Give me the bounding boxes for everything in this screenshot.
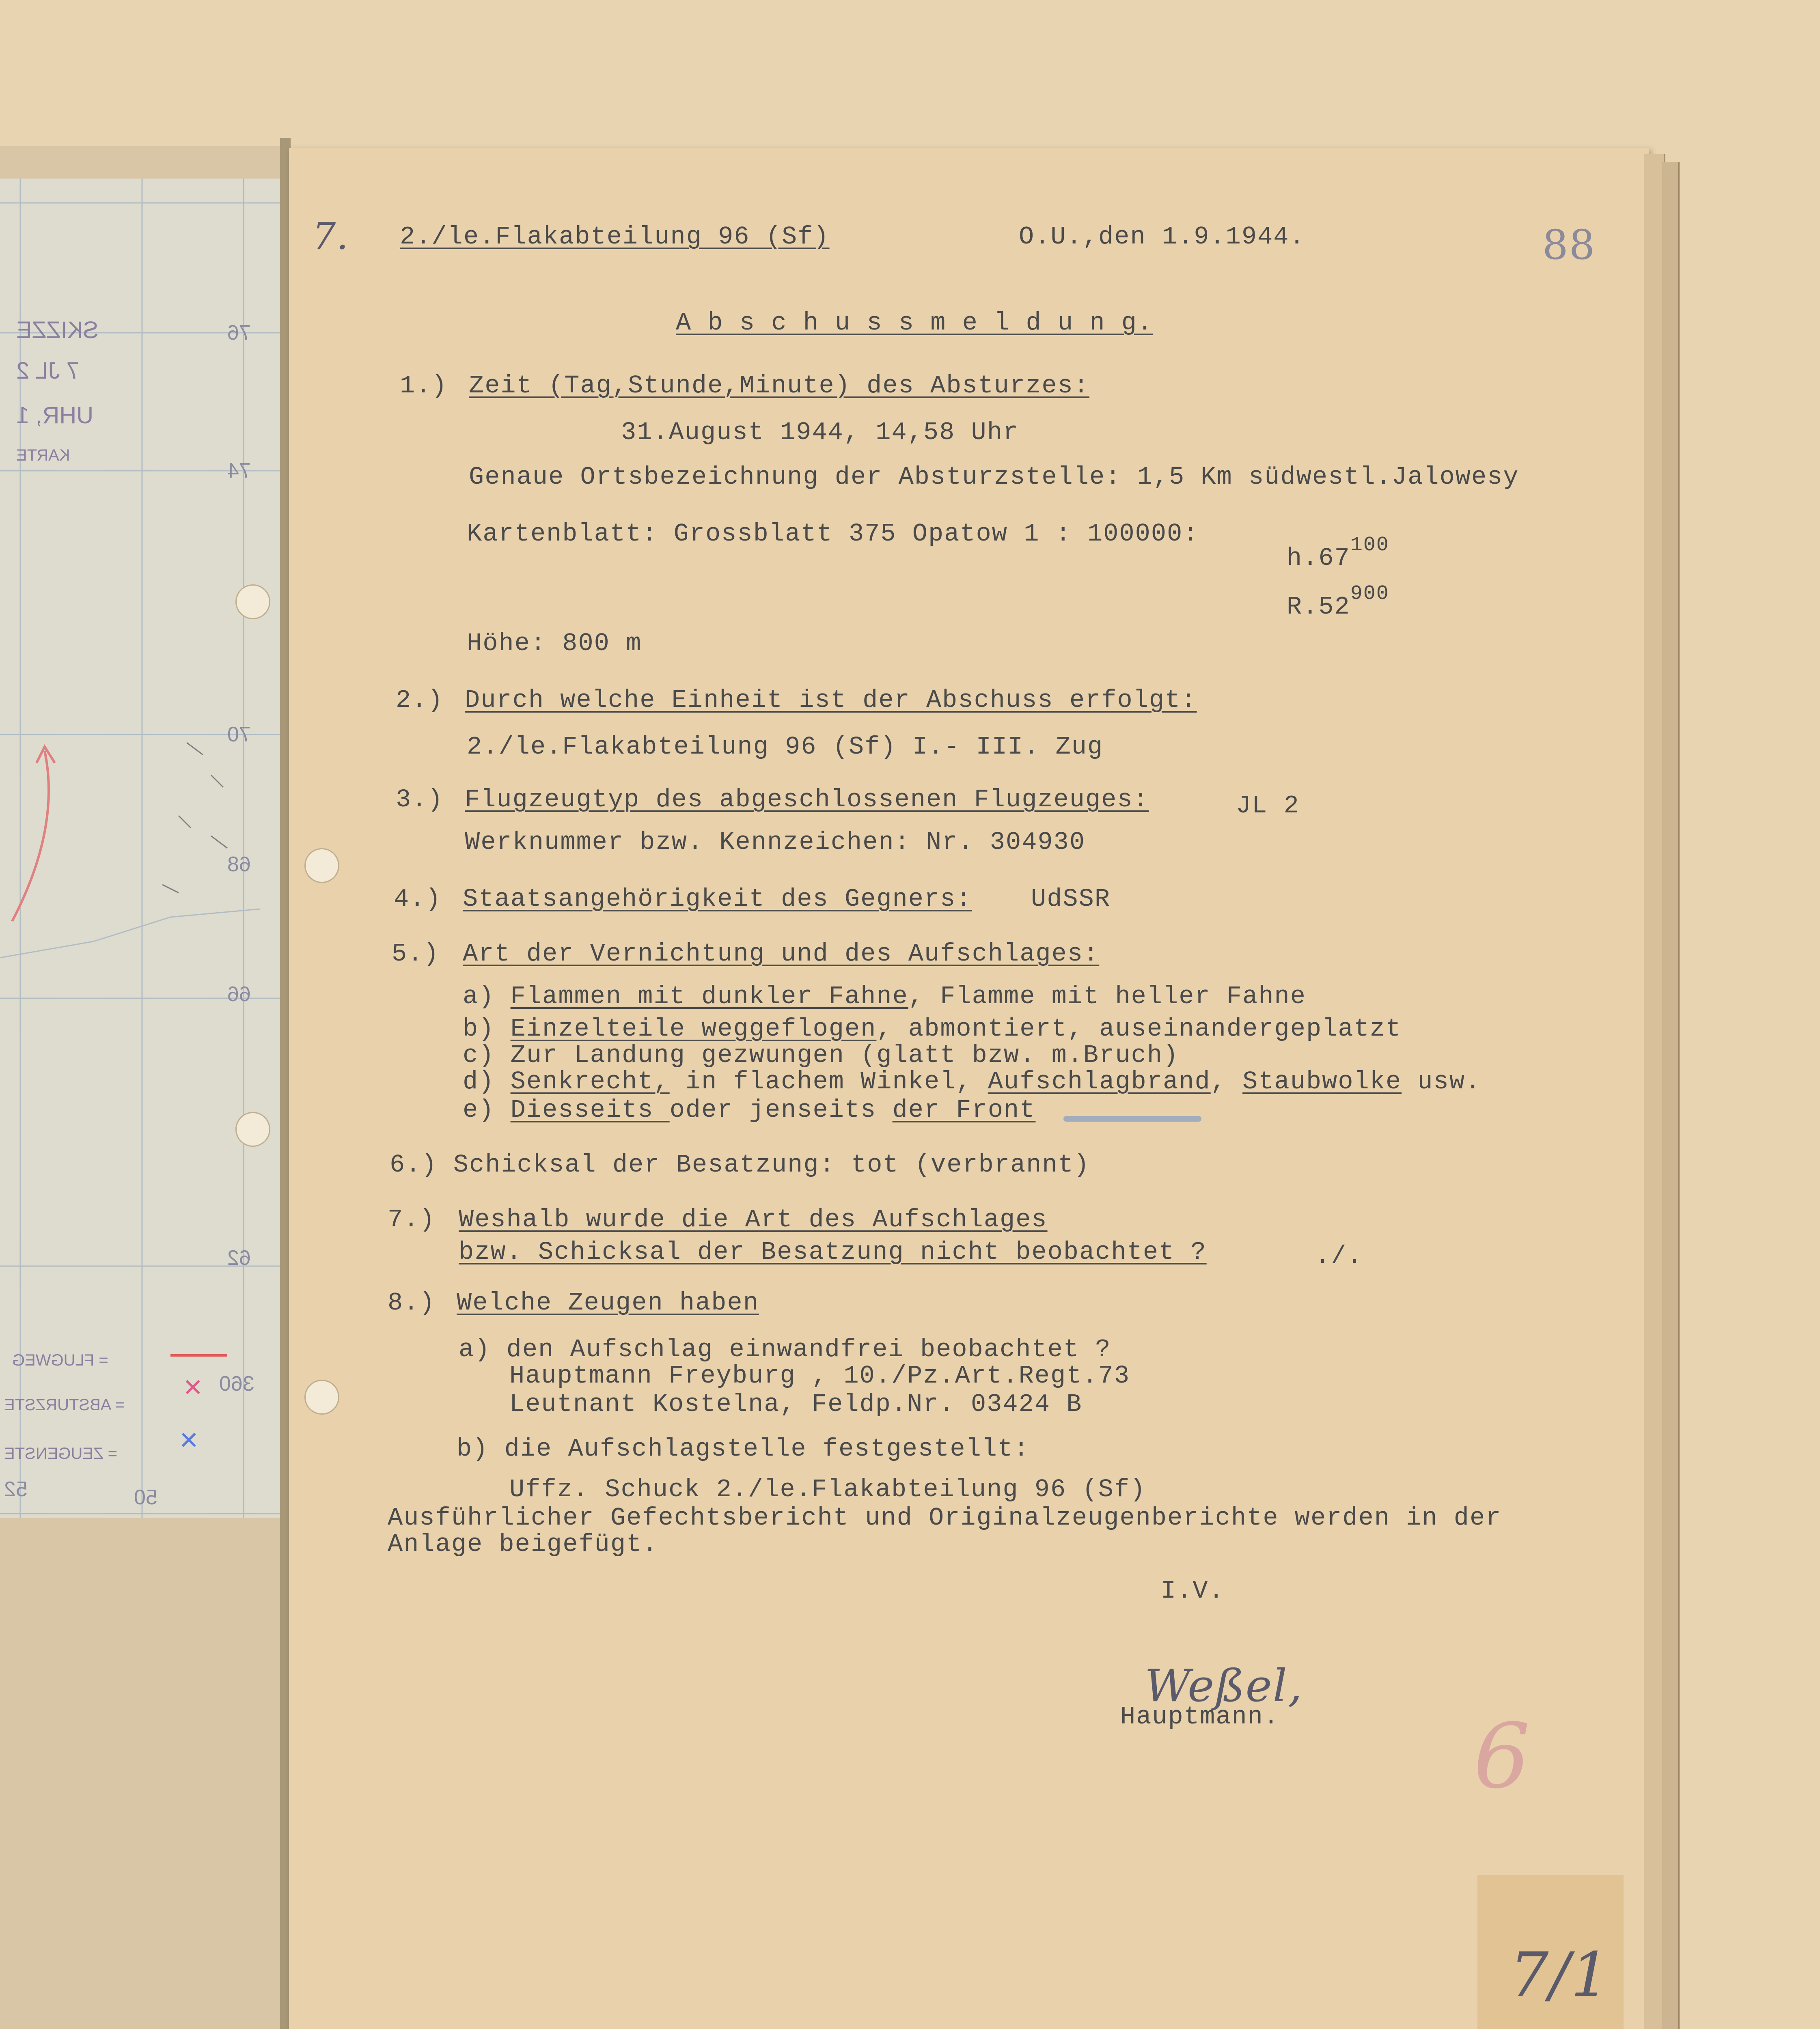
item-question: Zeit (Tag,Stunde,Minute) des Absturzes: (469, 371, 1090, 400)
aircraft-serial: Werknummer bzw. Kennzeichen: Nr. 304930 (465, 828, 1086, 857)
grid-coordinate: $h.67^{100}$ (1287, 534, 1389, 573)
folio-number: 88 (1542, 221, 1596, 269)
map-sheet: Kartenblatt: Grossblatt 375 Opatow 1 : 100000: (467, 519, 1199, 548)
item-number: 1.) (400, 371, 448, 400)
sketch-tick-76: 76 (227, 321, 251, 345)
punch-hole (304, 848, 339, 883)
item-number: 7.) (388, 1205, 436, 1234)
enemy-nationality: UdSSR (1031, 885, 1111, 913)
option-d: d) Senkrecht, in flachem Winkel, Aufschlagbrand, Staubwolke usw. (463, 1067, 1481, 1096)
witness: Hauptmann Freyburg , 10./Pz.Art.Regt.73 (509, 1361, 1130, 1390)
option-c: c) Zur Landung gezwungen (glatt bzw. m.Bruch) (463, 1041, 1179, 1070)
legend-zeugen: = ZEUGENSTE (4, 1445, 117, 1463)
item-question: Welche Zeugen haben (457, 1288, 759, 1317)
item-question: Staatsangehörigkeit des Gegners: (463, 885, 972, 913)
sketch-heading-4: KARTE (16, 446, 70, 464)
sketch-tick-62: 62 (227, 1246, 251, 1270)
on-behalf: I.V. (1161, 1577, 1225, 1605)
sketch-tick-74: 74 (227, 459, 251, 482)
signer-rank: Hauptmann. (1120, 1702, 1280, 1731)
svg-text:✕: ✕ (179, 1426, 199, 1455)
item-answer: ./. (1315, 1242, 1363, 1271)
item-number: 4.) (394, 885, 442, 913)
item-number: 8.) (388, 1288, 436, 1317)
item-number: 2.) (396, 686, 444, 715)
item-question: Art der Vernichtung und des Aufschlages: (463, 939, 1100, 968)
closing-line: Anlage beigefügt. (388, 1530, 658, 1559)
sketch-tick-66: 66 (227, 982, 251, 1006)
crew-fate: 6.) Schicksal der Besatzung: tot (verbrannt) (390, 1150, 1090, 1179)
crash-time: 31.August 1944, 14,58 Uhr (621, 418, 1019, 447)
sketch-tick-68: 68 (227, 853, 251, 876)
altitude: Höhe: 800 m (467, 629, 642, 658)
item-question: Flugzeugtyp des abgeschlossenen Flugzeuges: (465, 785, 1149, 814)
crash-location: Genaue Ortsbezeichnung der Absturzstelle: 1,5 Km südwestl.Jalowesy (469, 463, 1519, 491)
archive-number: 6 (1473, 1704, 1531, 1808)
item-number: 5.) (392, 939, 440, 968)
item-number: 3.) (396, 785, 444, 814)
page-stack-edge-back (1662, 162, 1680, 2029)
option-b: b) Einzelteile weggeflogen, abmontiert, auseinandergeplatzt (463, 1014, 1402, 1043)
item-question-cont: bzw. Schicksal der Besatzung nicht beobachtet ? (459, 1238, 1207, 1267)
unit-header: 2./le.Flakabteilung 96 (Sf) (400, 222, 830, 251)
witness: Uffz. Schuck 2./le.Flakabteilung 96 (Sf) (509, 1475, 1146, 1504)
place-date: O.U.,den 1.9.1944. (1019, 222, 1305, 251)
sketch-heading-2: 7 JL 2 (16, 358, 80, 384)
option-a: a) Flammen mit dunkler Fahne, Flamme mit heller Fahne (463, 982, 1306, 1011)
legend-absturz: = ABSTURZSTE (4, 1396, 125, 1414)
signature: Weßel, (1145, 1660, 1303, 1712)
sketch-tick-50: 50 (134, 1486, 157, 1509)
witness-question-a: a) den Aufschlag einwandfrei beobachtet ? (459, 1335, 1111, 1364)
sketch-tick-70: 70 (227, 723, 251, 746)
corner-note: 7/1 (1510, 1940, 1611, 2010)
svg-text:✕: ✕ (183, 1374, 203, 1402)
grid-coordinate: $R.52^{900}$ (1287, 582, 1389, 621)
blue-pencil-mark (1063, 1116, 1201, 1122)
margin-mark: 7. (313, 215, 349, 258)
sketch-heading-1: SKIZZE (16, 317, 99, 343)
punch-hole (304, 1380, 339, 1415)
punch-hole (235, 584, 270, 619)
aircraft-type: JL 2 (1236, 791, 1300, 820)
legend-flugweg: = FLUGWEG (12, 1351, 108, 1369)
option-e: e) Diesseits oder jenseits der Front (463, 1096, 1036, 1124)
closing-line: Ausführlicher Gefechtsbericht und Originalzeugenberichte werden in der (388, 1503, 1502, 1532)
witness: Leutnant Kostelna, Feldp.Nr. 03424 B (509, 1390, 1083, 1419)
item-question: Weshalb wurde die Art des Aufschlages (459, 1205, 1048, 1234)
document-title: A b s c h u s s m e l d u n g. (676, 308, 1154, 337)
item-question: Durch welche Einheit ist der Abschuss erfolgt: (465, 686, 1197, 715)
punch-hole (235, 1112, 270, 1147)
sketch-heading-3: UHR, 1 (16, 402, 94, 429)
witness-question-b: b) die Aufschlagstelle festgestellt: (457, 1435, 1030, 1463)
shooting-unit: 2./le.Flakabteilung 96 (Sf) I.- III. Zug (467, 732, 1104, 761)
sketch-tick-52: 52 (4, 1478, 28, 1501)
sketch-tick-360: 360 (219, 1372, 254, 1396)
